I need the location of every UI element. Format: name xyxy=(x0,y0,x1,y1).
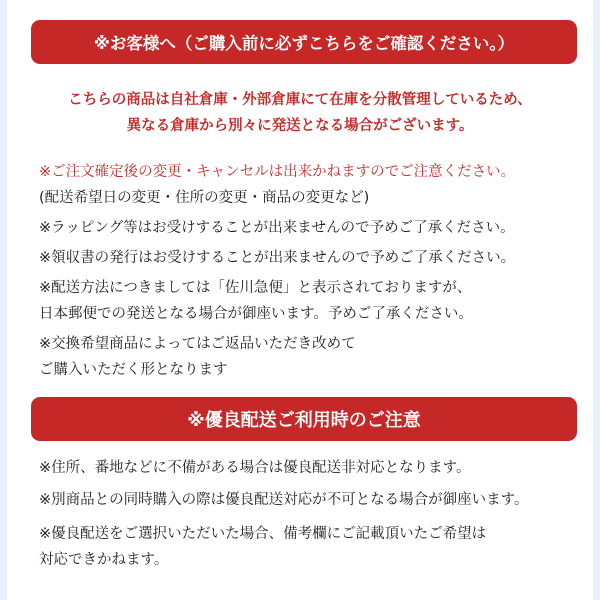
notice-item-shipping-method: ※配送方法につきましては「佐川急便」と表示されておりますが、 xyxy=(39,280,472,296)
notice-item-exchange-cont: ご購入いただく形となります xyxy=(39,362,228,378)
customer-notice-title: ※お客様へ（ご購入前に必ずこちらをご確認ください。） xyxy=(93,34,515,53)
notice-item-receipt: ※領収書の発行はお受けすることが出来ませんので予めご了承ください。 xyxy=(39,250,516,266)
priority-delivery-banner xyxy=(31,397,577,441)
notice-item-shipping-method-cont: 日本郵便での発送となる場合が御座います。予めご了承ください。 xyxy=(39,306,473,322)
warehouse-notice-line-2: 異なる倉庫から別々に発送となる場合がございます。 xyxy=(126,118,474,134)
delivery-note-combined-purchase: ※別商品との同時購入の際は優良配送対応が不可となる場合が御座います。 xyxy=(39,492,529,508)
priority-delivery-title: ※優良配送ご利用時のご注意 xyxy=(187,410,421,431)
notice-item-exchange: ※交換希望商品によってはご返品いただき改めて xyxy=(39,336,356,352)
notice-panel xyxy=(7,0,593,600)
notice-item-cancellation: ※ご注文確定後の変更・キャンセルは出来かねますのでご注意ください。 xyxy=(39,164,516,180)
warehouse-notice-line-1: こちらの商品は自社倉庫・外部倉庫にて在庫を分散管理しているため、 xyxy=(68,92,532,108)
notice-item-wrapping: ※ラッピング等はお受けすることが出来ませんので予めご了承ください。 xyxy=(39,220,515,236)
delivery-note-remarks: ※優良配送をご選択いただいた場合、備考欄にご記載頂いたご希望は xyxy=(39,526,487,542)
delivery-note-remarks-cont: 対応できかねます。 xyxy=(39,552,169,568)
customer-notice-banner xyxy=(31,20,577,64)
delivery-note-address: ※住所、番地などに不備がある場合は優良配送非対応となります。 xyxy=(39,460,471,476)
notice-item-cancellation-examples: (配送希望日の変更・住所の変更・商品の変更など) xyxy=(39,190,370,206)
